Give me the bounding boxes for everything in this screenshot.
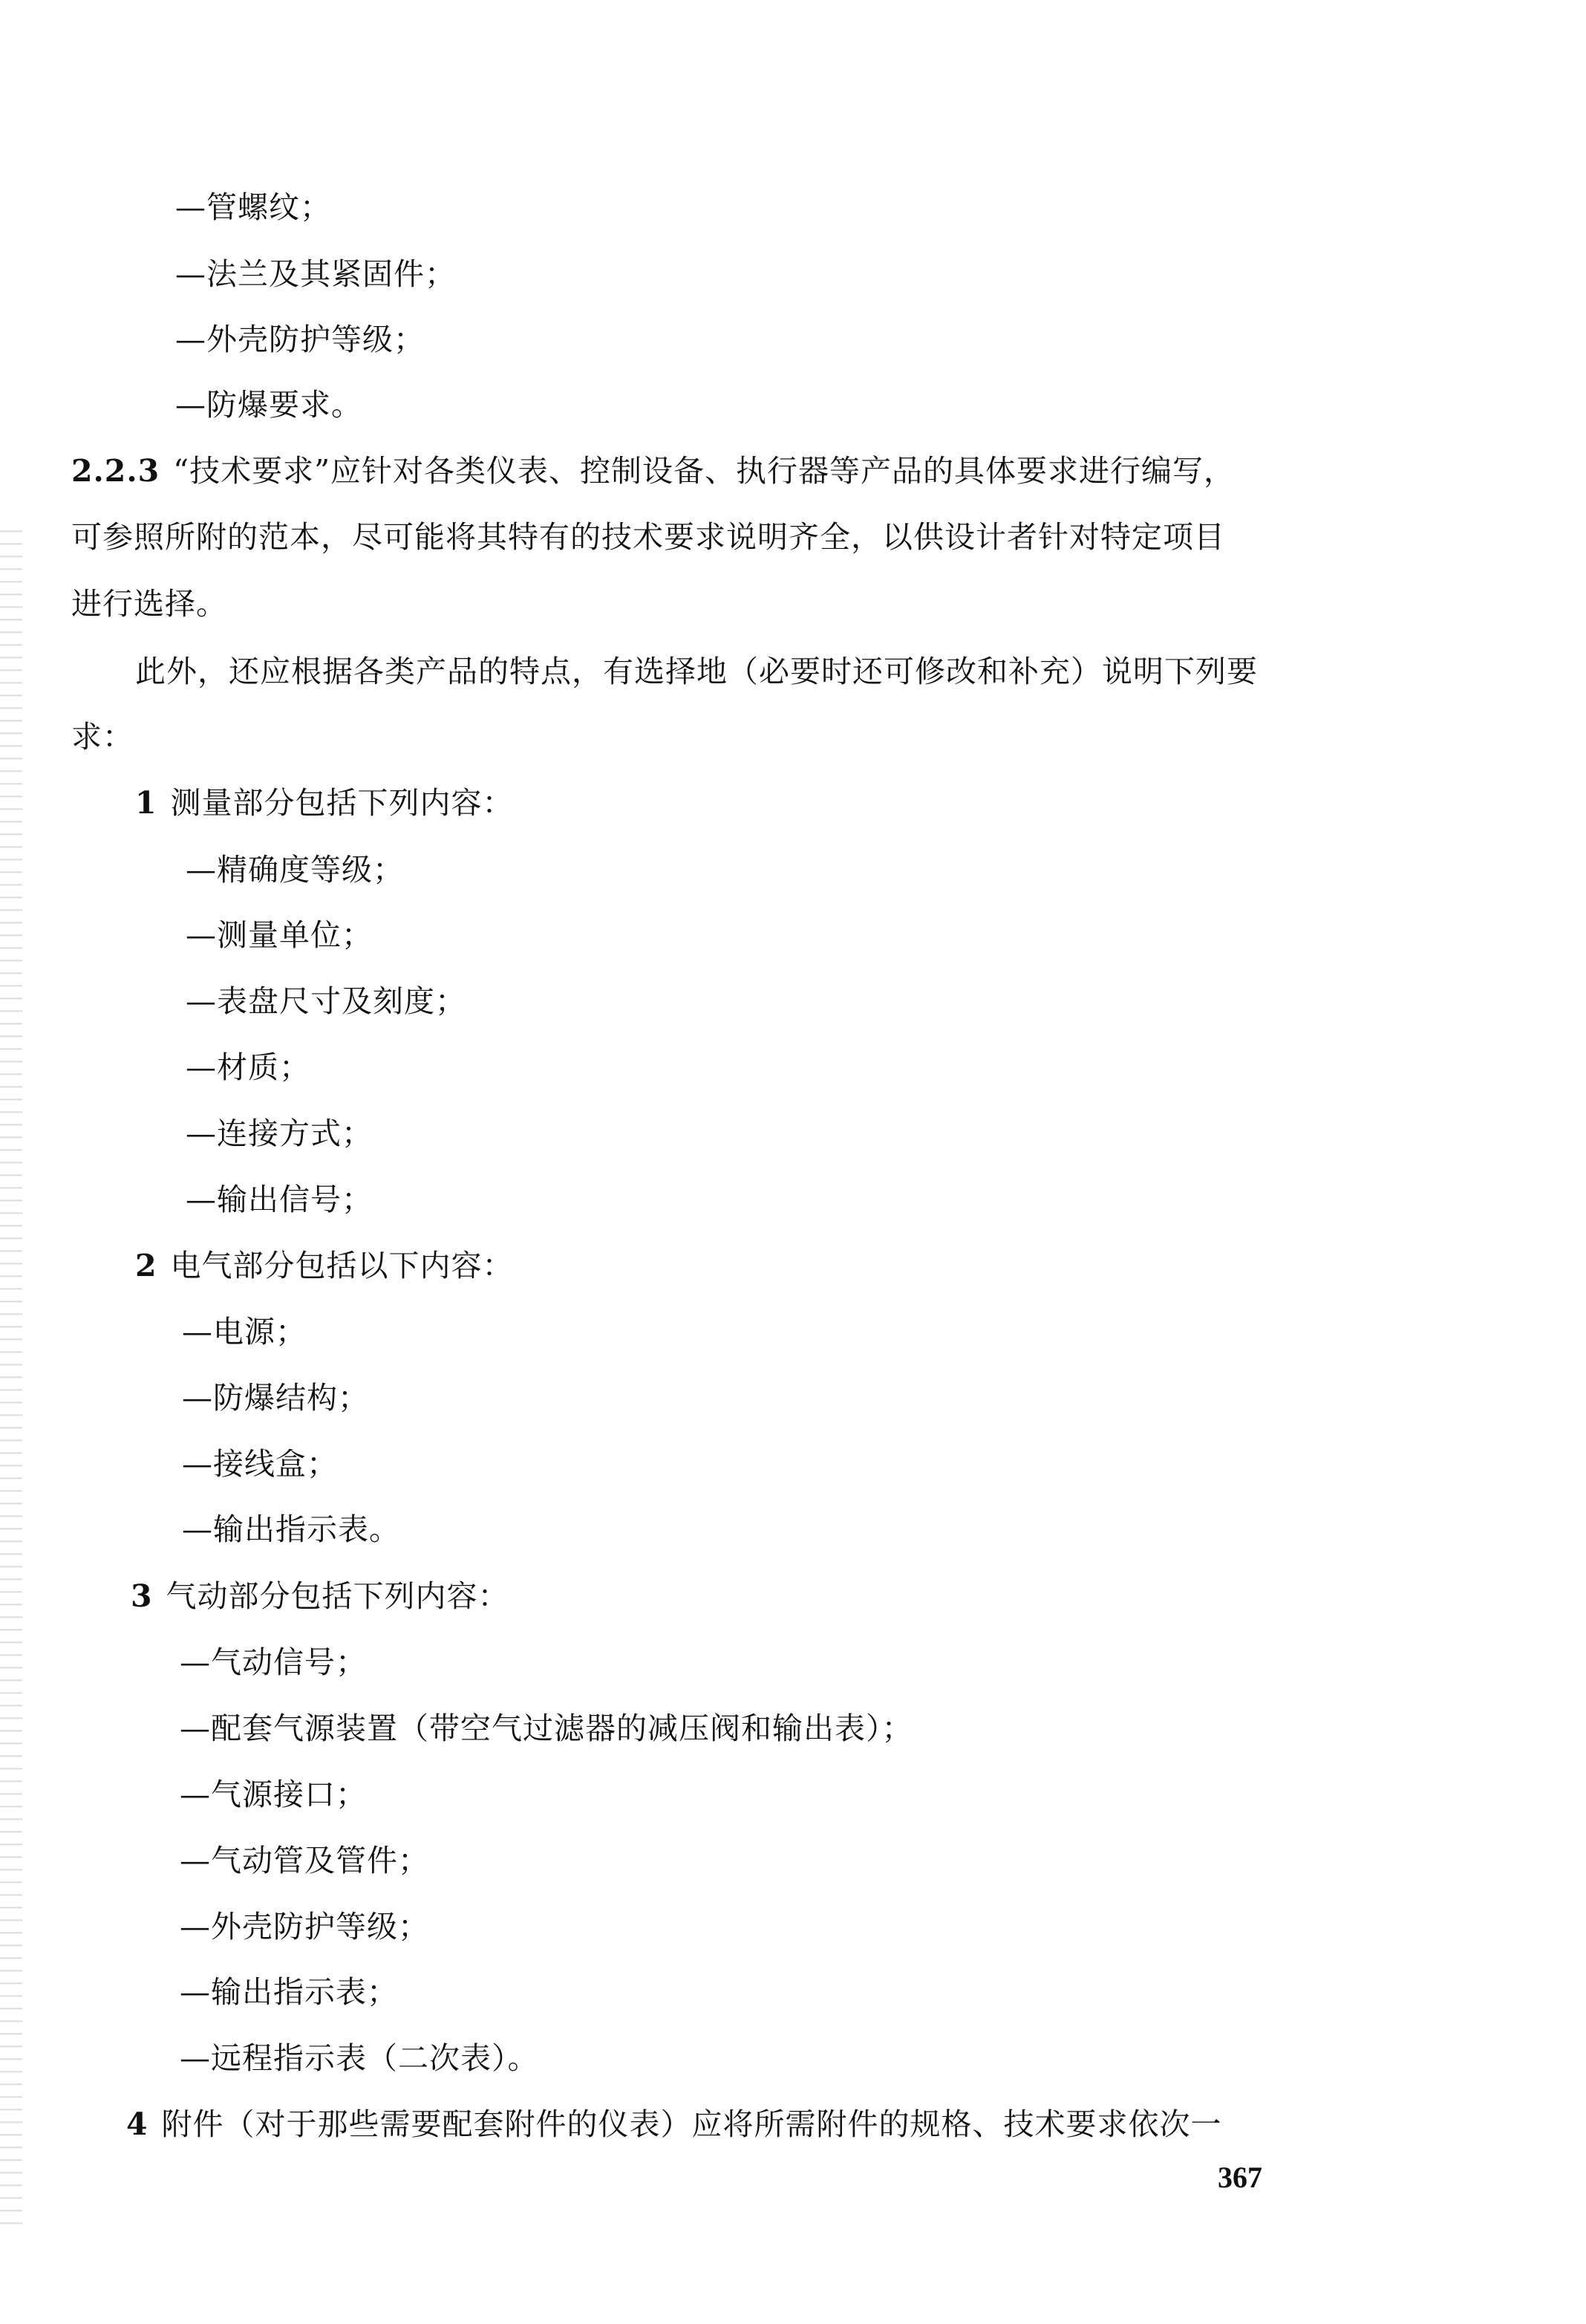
list-item: —气源接口；: [180, 1777, 367, 1812]
list-item: —输出指示表。: [182, 1511, 400, 1547]
list-item: —管螺纹；: [175, 189, 331, 225]
list-item: —连接方式；: [186, 1116, 373, 1151]
item-title: 电气部分包括以下内容：: [170, 1248, 514, 1283]
intro-paragraph-line: 求：: [71, 719, 134, 755]
list-item: —气动管及管件；: [180, 1843, 429, 1878]
item-number: 1: [135, 785, 157, 821]
list-item: —接线盒；: [182, 1446, 338, 1482]
item-heading: [135, 1246, 514, 1285]
list-item: —气动信号；: [180, 1644, 367, 1680]
item-number: 4: [126, 2106, 149, 2142]
section-paragraph-line: [71, 452, 1235, 490]
list-item: —电源；: [182, 1314, 307, 1350]
list-item: —远程指示表（二次表）。: [180, 2040, 539, 2076]
item-title: 测量部分包括下列内容：: [170, 785, 514, 821]
scan-edge-artifact: [0, 520, 22, 2228]
section-number: 2.2.3: [71, 453, 160, 489]
list-item: —表盘尺寸及刻度；: [186, 983, 466, 1019]
item-number: 3: [131, 1578, 153, 1614]
list-item: —精确度等级；: [186, 852, 404, 888]
intro-paragraph-line: 此外，还应根据各类产品的特点，有选择地（必要时还可修改和补充）说明下列要: [135, 654, 1258, 689]
section-paragraph-line: 进行选择。: [71, 586, 227, 622]
list-item: —配套气源装置（带空气过滤器的减压阀和输出表）；: [180, 1711, 913, 1746]
item-title: 附件（对于那些需要配套附件的仪表）应将所需附件的规格、技术要求依次一: [161, 2106, 1222, 2142]
list-item: —防爆要求。: [175, 387, 362, 423]
list-item: —输出信号；: [186, 1182, 373, 1217]
list-item: —防爆结构；: [182, 1380, 369, 1416]
item-heading: [131, 1577, 509, 1615]
item-title: 气动部分包括下列内容：: [166, 1578, 509, 1614]
list-item: —外壳防护等级；: [180, 1909, 429, 1944]
list-item: —输出指示表；: [180, 1974, 398, 2010]
item-heading: [135, 784, 514, 822]
item-number: 2: [135, 1248, 157, 1283]
item-heading: [126, 2105, 1222, 2144]
section-text: “技术要求”应针对各类仪表、控制设备、执行器等产品的具体要求进行编写，: [173, 453, 1236, 489]
list-item: —材质；: [186, 1049, 310, 1085]
list-item: —测量单位；: [186, 917, 373, 953]
list-item: —外壳防护等级；: [175, 322, 425, 357]
list-item: —法兰及其紧固件；: [175, 256, 456, 292]
section-paragraph-line: 可参照所附的范本，尽可能将其特有的技术要求说明齐全，以供设计者针对特定项目: [71, 519, 1225, 555]
page-number: 367: [1218, 2161, 1262, 2194]
